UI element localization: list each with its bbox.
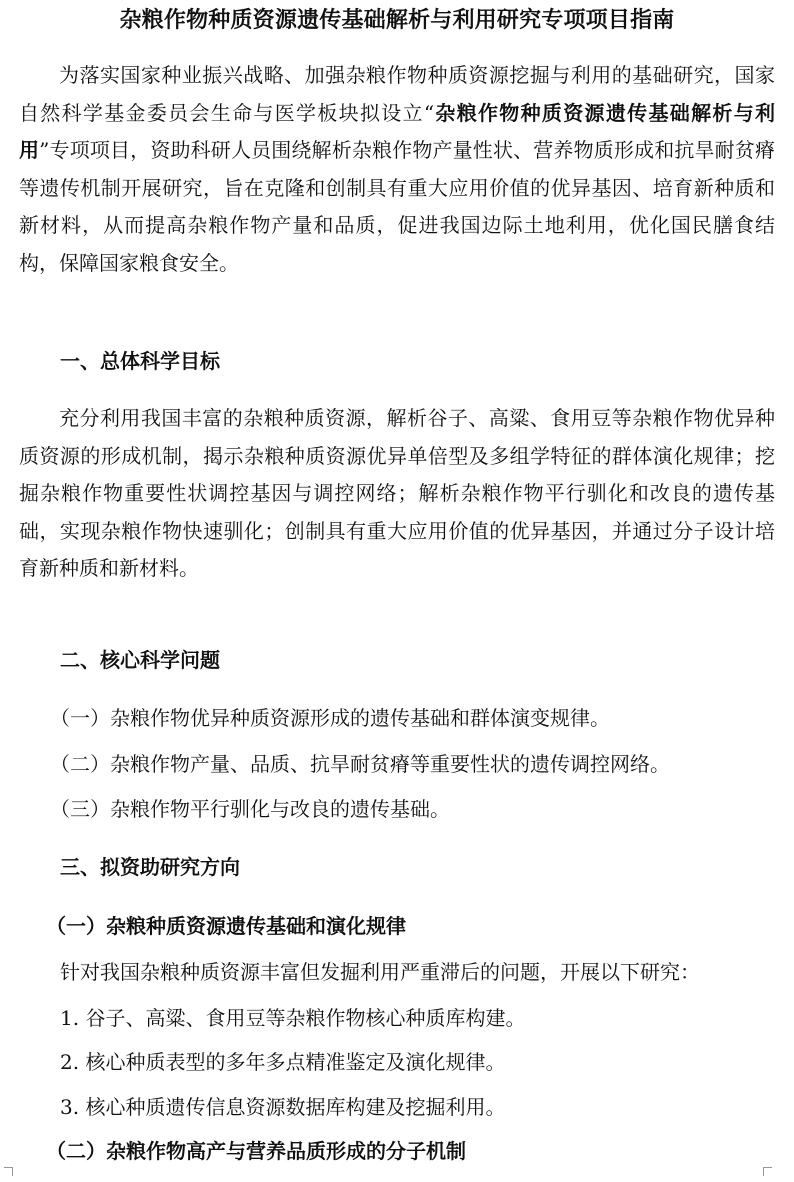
core-question-1: （一）杂粮作物优异种质资源形成的遗传基础和群体演变规律。 [50,706,610,730]
intro-text-1: 为落实国家种业振兴战略、加强杂粮作物种质资源挖掘与利用的基础研究，国家自然科学基金委员会生命与医学板块拟设立“ [19,63,775,125]
intro-text-2: ”专项项目，资助科研人员围绕解析杂粮作物产量性状、营养物质形成和抗旱耐贫瘠等遗传机制开展研究，旨在克隆和创制具有重大应用价值的优异基因、培育新种质和新材料，从而提高杂粮作物产量和品质，促进我国边际土地利用，优化国民膳食结构，保障国家粮食安全。 [19,138,775,275]
subsection-1-heading: （一）杂粮种质资源遗传基础和演化规律 [46,914,406,938]
core-question-3: （三）杂粮作物平行驯化与改良的遗传基础。 [50,797,450,821]
page-corner-mark-right [763,1167,772,1176]
section-3-heading: 三、拟资助研究方向 [60,855,240,879]
intro-project-name: 杂粮作物种质资源遗传基础解析与利用 [19,100,775,163]
document-title: 杂粮作物种质资源遗传基础解析与利用研究专项项目指南 [119,7,675,33]
intro-paragraph [19,57,775,283]
section-1-heading: 一、总体科学目标 [60,349,220,373]
section-1-body: 充分利用我国丰富的杂粮种质资源，解析谷子、高粱、食用豆等杂粮作物优异种质资源的形成机制，揭示杂粮种质资源优异单倍型及多组学特征的群体演化规律；挖掘杂粮作物重要性状调控基因与调控网络；解析杂粮作物平行驯化和改良的遗传基础，实现杂粮作物快速驯化；创制具有重大应用价值的优异基因，并通过分子设计培育新种质和新材料。 [19,406,775,581]
research-item-3: 3. 核心种质遗传信息资源数据库构建及挖掘利用。 [60,1095,506,1119]
section-2-heading: 二、核心科学问题 [60,648,220,672]
research-item-2: 2. 核心种质表型的多年多点精准鉴定及演化规律。 [60,1050,506,1074]
page-corner-mark-left [4,1167,13,1176]
core-question-2: （二）杂粮作物产量、品质、抗旱耐贫瘠等重要性状的遗传调控网络。 [50,752,670,776]
subsection-2-heading: （二）杂粮作物高产与营养品质形成的分子机制 [46,1139,466,1163]
research-item-1: 1. 谷子、高粱、食用豆等杂粮作物核心种质库构建。 [60,1006,526,1030]
subsection-1-intro: 针对我国杂粮种质资源丰富但发掘利用严重滞后的问题，开展以下研究： [60,960,700,984]
